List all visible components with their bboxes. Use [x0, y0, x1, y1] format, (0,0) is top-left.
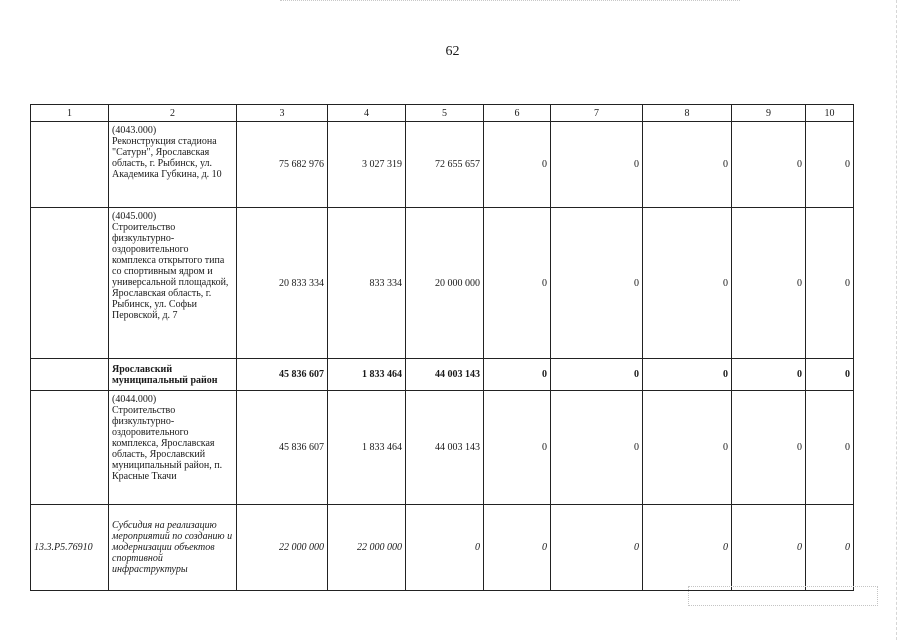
value-col-5: 44 003 143: [406, 391, 484, 505]
table-row-subtotal: [31, 359, 854, 391]
col-header-3: 3: [237, 105, 328, 122]
value-col-10: 0: [806, 391, 854, 505]
value-col-3: 75 682 976: [237, 122, 328, 208]
row-description: Субсидия на реализацию мероприятий по созданию и модернизации объектов спортивной инфраструктуры: [109, 505, 237, 591]
value-col-10: 0: [806, 359, 854, 391]
col-header-8: 8: [643, 105, 732, 122]
value-col-7: 0: [551, 122, 643, 208]
table-row-subsidy: [31, 505, 854, 591]
col-header-6: 6: [484, 105, 551, 122]
value-col-4: 1 833 464: [328, 391, 406, 505]
value-col-4: 22 000 000: [328, 505, 406, 591]
faded-stamp: [688, 586, 878, 606]
value-col-6: 0: [484, 122, 551, 208]
budget-table: [30, 104, 854, 591]
value-col-8: 0: [643, 208, 732, 359]
row-description: Ярославский муниципальный район: [109, 359, 237, 391]
table-row: [31, 208, 854, 359]
value-col-3: 45 836 607: [237, 359, 328, 391]
value-col-10: 0: [806, 122, 854, 208]
table-row: [31, 122, 854, 208]
value-col-9: 0: [732, 391, 806, 505]
value-col-6: 0: [484, 391, 551, 505]
page-number: 62: [445, 44, 460, 59]
value-col-5: 0: [406, 505, 484, 591]
row-code: 13.3.P5.76910: [31, 505, 109, 591]
value-col-4: 1 833 464: [328, 359, 406, 391]
value-col-5: 44 003 143: [406, 359, 484, 391]
header-row: [31, 105, 854, 122]
value-col-9: 0: [732, 208, 806, 359]
row-code: [31, 359, 109, 391]
row-description: (4043.000) Реконструкция стадиона "Сатурн", Ярославская область, г. Рыбинск, ул. Академика Губкина, д. 10: [109, 122, 237, 208]
col-header-7: 7: [551, 105, 643, 122]
col-header-2: 2: [109, 105, 237, 122]
value-col-8: 0: [643, 359, 732, 391]
value-col-10: 0: [806, 208, 854, 359]
table-row: [31, 391, 854, 505]
col-header-9: 9: [732, 105, 806, 122]
value-col-8: 0: [643, 505, 732, 591]
value-col-4: 3 027 319: [328, 122, 406, 208]
value-col-6: 0: [484, 208, 551, 359]
value-col-7: 0: [551, 359, 643, 391]
row-code: [31, 208, 109, 359]
value-col-10: 0: [806, 505, 854, 591]
row-description: (4045.000) Строительство физкультурно-оздоровительного комплекса открытого типа со спортивным ядром и универсальной площадкой, Ярославская область, г. Рыбинск, ул. Софьи Перовской, д. 7: [109, 208, 237, 359]
value-col-4: 833 334: [328, 208, 406, 359]
value-col-5: 72 655 657: [406, 122, 484, 208]
value-col-6: 0: [484, 505, 551, 591]
row-description: (4044.000) Строительство физкультурно-оздоровительного комплекса, Ярославская область, Ярославский муниципальный район, п. Красные Ткачи: [109, 391, 237, 505]
row-code: [31, 122, 109, 208]
value-col-9: 0: [732, 359, 806, 391]
value-col-5: 20 000 000: [406, 208, 484, 359]
value-col-7: 0: [551, 208, 643, 359]
value-col-7: 0: [551, 505, 643, 591]
value-col-3: 22 000 000: [237, 505, 328, 591]
value-col-6: 0: [484, 359, 551, 391]
value-col-8: 0: [643, 122, 732, 208]
value-col-3: 45 836 607: [237, 391, 328, 505]
row-code: [31, 391, 109, 505]
col-header-1: 1: [31, 105, 109, 122]
value-col-9: 0: [732, 505, 806, 591]
value-col-9: 0: [732, 122, 806, 208]
value-col-7: 0: [551, 391, 643, 505]
value-col-3: 20 833 334: [237, 208, 328, 359]
col-header-5: 5: [406, 105, 484, 122]
scan-edge-right: [896, 0, 899, 640]
col-header-4: 4: [328, 105, 406, 122]
scan-edge-top: [280, 0, 740, 4]
col-header-10: 10: [806, 105, 854, 122]
value-col-8: 0: [643, 391, 732, 505]
